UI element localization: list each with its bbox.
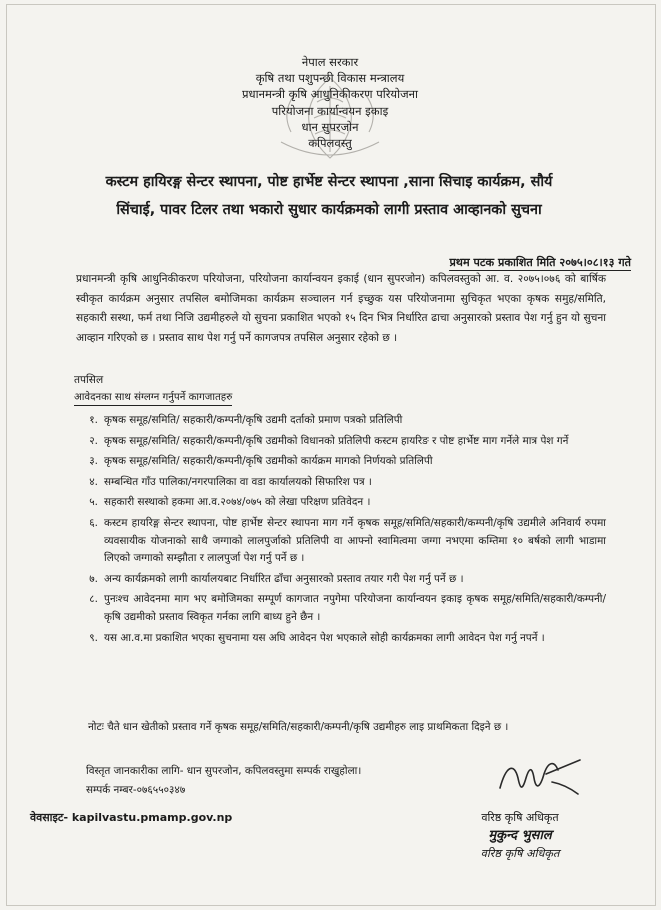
attachments-list (76, 412, 606, 650)
list-item-number: ३. (89, 455, 98, 468)
list-item (76, 433, 606, 451)
list-item-text: कस्टम हायरिङ्ग सेन्टर स्थापना, पोष्ट हार्भेष्ट सेन्टर स्थापना माग गर्ने कृषक समूह/समिति/सहकारी/कम्पनी/कृषि उद्यमीले अनिवार्य रुपमा व्यवसायीक योजनाको साथै जग्गाको लालपुर्जाको प्रतिलिपी वा आफ्नो स्वामित्वमा जग्गा नभएमा कम्तिमा १० बर्षको लागी भाडामा लिएको जग्गाको सम्झौता र लालपुर्जा पेश गर्नु पर्ने छ । (104, 516, 606, 565)
contact-phone-line: सम्पर्क नम्बर-०७६५५०३४७ (86, 783, 186, 796)
tapsil-label: तपसिल (74, 374, 104, 386)
list-item-text: सहकारी सस्थाको हकमा आ.व.२०७४/०७५ को लेखा परिक्षण प्रतिवेदन । (104, 496, 371, 509)
list-item-text: अन्य कार्यक्रमको लागी कार्यालयबाट निर्धारित ढाँचा अनुसारको प्रस्ताव तयार गरी पेश गर्नु पर्ने छ । (104, 572, 464, 585)
header-unit: परियोजना कार्यान्वयन इकाइ (271, 103, 389, 118)
list-item (76, 494, 606, 512)
signatory-block (440, 810, 600, 863)
list-item (76, 571, 606, 589)
list-item (76, 412, 606, 430)
list-item (76, 474, 606, 492)
list-item-number: ७. (89, 572, 98, 585)
notice-title-line-1: कस्टम हायिरङ्ग सेन्टर स्थापना, पोष्ट हार्भेष्ट सेन्टर स्थापना ,साना सिचाइ कार्यक्रम, सौर्य (105, 174, 553, 190)
list-item-text: कृषक समूह/समिति/ सहकारी/कम्पनी/कृषि उद्यमीको विधानको प्रतिलिपी कस्टम हायरिङ र पोष्ट हार्भेष्ट माग गर्नेले मात्र पेश गर्ने (104, 434, 569, 447)
header-superzone: धान सुपरजोन (301, 119, 359, 134)
list-item-number: ९. (89, 631, 98, 644)
signatory-name: मुकुन्द भुसाल (488, 828, 552, 843)
list-item (76, 515, 606, 568)
attachments-heading: आवेदनका साथ संग्लग्न गर्नुपर्ने कागजातहरु (74, 391, 232, 406)
list-item (76, 591, 606, 626)
contact-info (86, 762, 361, 799)
list-item-number: २. (89, 434, 98, 447)
header-project: प्रधानमन्त्री कृषि आधुनिकीकरण परियोजना (242, 87, 418, 102)
list-item (76, 630, 606, 648)
notice-title-line-2: सिंचाई, पावर टिलर तथा भकारो सुधार कार्यक्रमको लागी प्रस्ताव आव्हानको सुचना (116, 202, 542, 218)
priority-note: नोटः चैते धान खेतीको प्रस्ताव गर्ने कृषक समूह/समिति/सहकारी/कम्पनी/कृषि उद्यमीहरु लाइ प्राथमिकता दिइने छ । (88, 721, 509, 733)
signatory-designation-bottom: वरिष्ठ कृषि अधिकृत (480, 847, 560, 860)
list-item-number: ८. (89, 593, 98, 606)
list-item-number: ४. (89, 475, 98, 488)
signatory-designation-top: वरिष्ठ कृषि अधिकृत (481, 811, 559, 824)
website-line: वेवसाइट- kapilvastu.pmamp.gov.np (30, 811, 233, 824)
header-ministry: कृषि तथा पशुपन्छी विकास मन्त्रालय (255, 71, 405, 86)
list-item-number: १. (89, 414, 98, 426)
publication-date: प्रथम पटक प्रकाशित मिति २०७५।०८।१३ गते (449, 256, 631, 269)
list-item (76, 453, 606, 471)
list-item-text: यस आ.व.मा प्रकाशित भएका सुचनामा यस अघि आवेदन पेश भएकाले सोही कार्यक्रमका लागी आवेदन पेश गर्नु नपर्ने । (104, 631, 545, 644)
list-item-number: ६. (89, 516, 98, 529)
header-government: नेपाल सरकार (301, 55, 359, 69)
office-header (150, 54, 510, 151)
list-item-text: सम्बन्धित गाँउ पालिका/नगरपालिका वा वडा कार्यालयको सिफारिश पत्र । (104, 475, 372, 488)
list-item-text: कृषक समूह/समिति/ सहकारी/कम्पनी/कृषि उद्यमी दर्ताको प्रमाण पत्रको प्रतिलिपी (104, 414, 403, 426)
list-item-text: पुनःश्च आवेदनमा माग भए बमोजिमका सम्पूर्ण कागजात नपुगेमा परियोजना कार्यान्वयन इकाइ कृषक समूह/समिति/सहकारी/कम्पनी/कृषि उद्यमीको प्रस्ताव स्विकृत गर्नका लागि बाध्य हुने छैन । (104, 593, 606, 623)
list-item-number: ५. (89, 496, 98, 509)
handwritten-signature (492, 748, 584, 804)
notice-title (14, 168, 644, 224)
list-item-text: कृषक समूह/समिति/ सहकारी/कम्पनी/कृषि उद्यमीको कार्यक्रम मागको निर्णयको प्रतिलिपी (104, 455, 433, 468)
contact-details-line: विस्तृत जानकारीका लागि- धान सुपरजोन, कपिलवस्तुमा सम्पर्क राखुहोला। (86, 765, 362, 777)
header-district: कपिलवस्तु (308, 136, 352, 151)
intro-paragraph: प्रधानमन्त्री कृषि आधुनिकीकरण परियोजना, परियोजना कार्यान्वयन इकाई (धान सुपरजोन) कपिलवस्तुको आ. व. २०७५।०७६ को बार्षिक स्वीकृत कार्यक्रम अनुसार तपसिल बमोजिमका कार्यक्रम सञ्चालन गर्न इच्छुक यस परियोजनामा सुचिकृत भएका कृषक समुह/समिति, सहकारी सस्था, फर्म तथा निजि उद्यमीहरुले यो सुचना प्रकाशित भएको १५ दिन भित्र निर्धारित ढाचा अनुसारको प्रस्ताव पेश गर्नु हुन यो सुचना आव्हान गरिएको छ । प्रस्ताव साथ पेश गर्नु पर्ने कागजपत्र तपसिल अनुसार रहेको छ । (76, 273, 606, 344)
